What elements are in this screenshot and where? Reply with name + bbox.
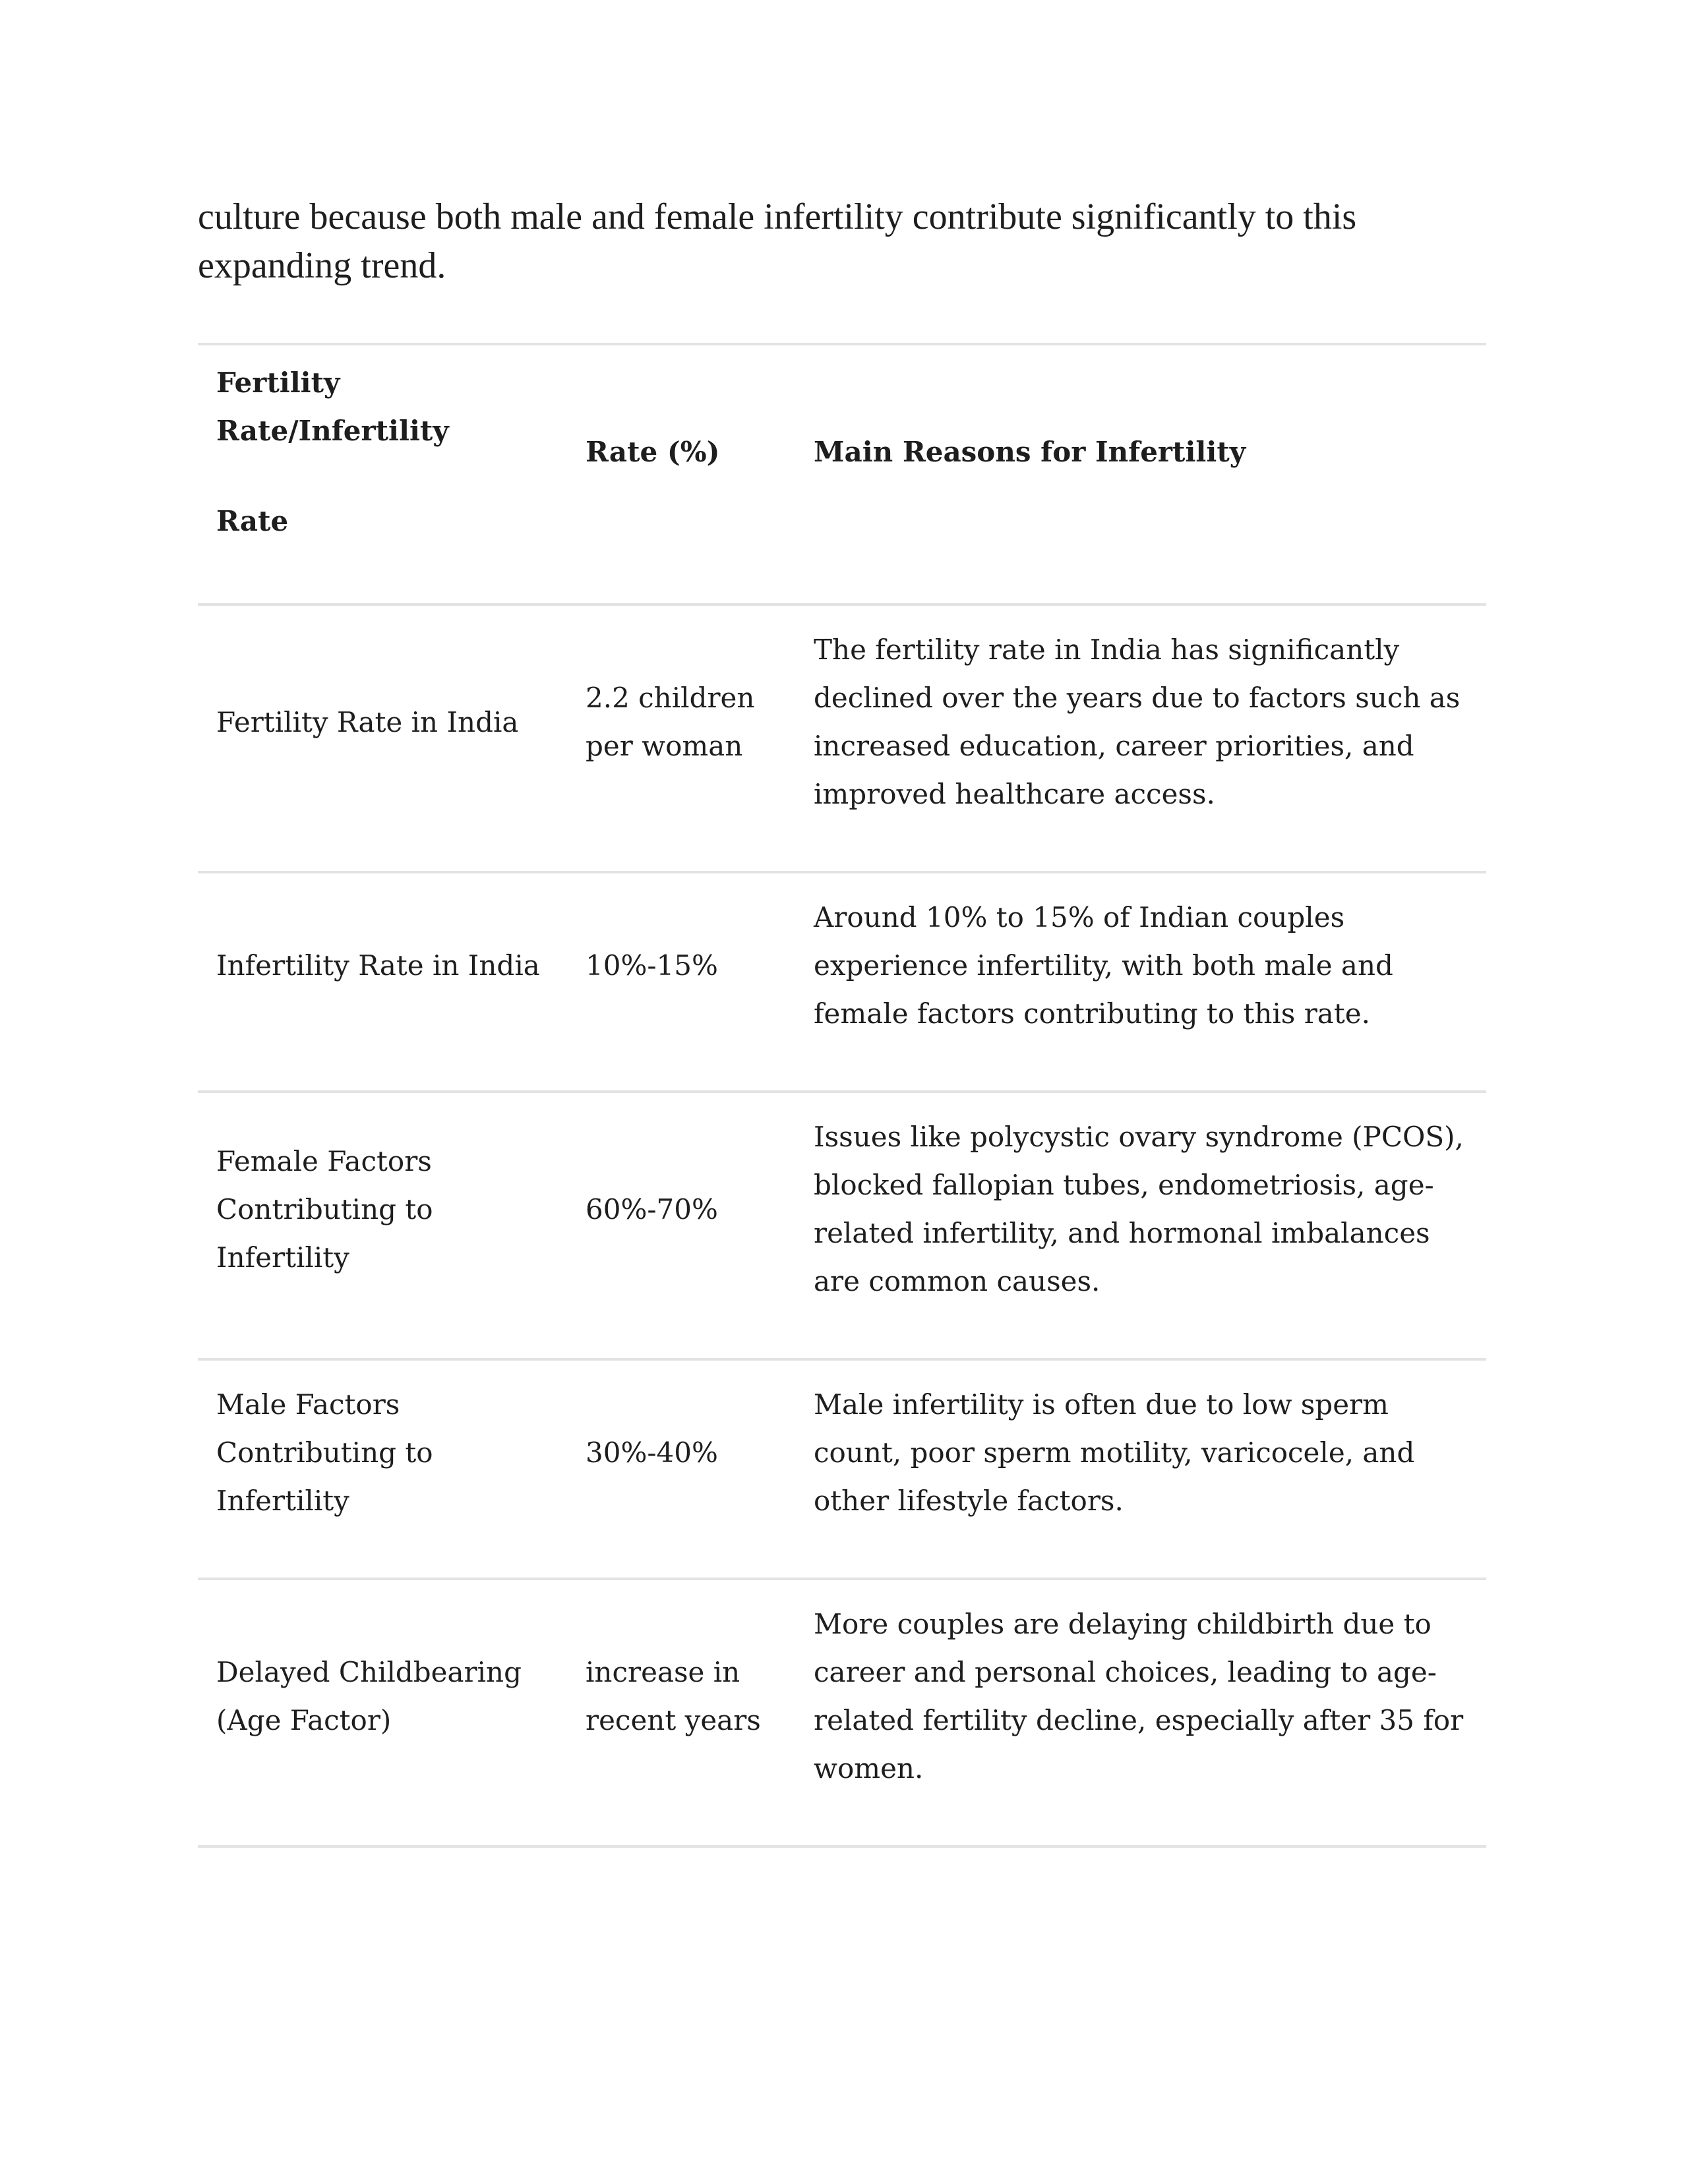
intro-paragraph: culture because both male and female infertility contribute significantly to this expanding trend. — [198, 196, 1357, 286]
table-row — [198, 872, 1486, 1092]
row-rate: 60%-70% — [567, 1092, 795, 1359]
row-rate: 10%-15% — [567, 872, 795, 1092]
table-header-row — [198, 344, 1486, 605]
header-fertility-rate — [198, 344, 567, 605]
row-rate: increase in recent years — [567, 1579, 795, 1846]
header-fertility-rate-line2: Rate — [216, 505, 289, 537]
row-reason: Around 10% to 15% of Indian couples experience infertility, with both male and female factors contributing to this rate. — [795, 872, 1486, 1092]
row-rate: 30%-40% — [567, 1359, 795, 1579]
row-reason: The fertility rate in India has significantly declined over the years due to factors such as increased education, career priorities, and improved healthcare access. — [795, 605, 1486, 872]
table-row — [198, 1579, 1486, 1846]
row-factor: Male Factors Contributing to Infertility — [198, 1359, 567, 1579]
header-spacer — [216, 455, 549, 497]
row-factor: Infertility Rate in India — [198, 872, 567, 1092]
header-main-reasons: Main Reasons for Infertility — [795, 344, 1486, 605]
header-rate: Rate (%) — [567, 344, 795, 605]
fertility-table — [198, 343, 1486, 1848]
header-fertility-rate-line1: Fertility Rate/Infertility — [216, 367, 449, 447]
table-row — [198, 1092, 1486, 1359]
row-factor: Delayed Childbearing (Age Factor) — [198, 1579, 567, 1846]
row-rate: 2.2 children per woman — [567, 605, 795, 872]
row-reason: More couples are delaying childbirth due to career and personal choices, leading to age-related fertility decline, especially after 35 for women. — [795, 1579, 1486, 1846]
table-row — [198, 605, 1486, 872]
table-header — [198, 344, 1486, 605]
row-reason: Male infertility is often due to low sperm count, poor sperm motility, varicocele, and other lifestyle factors. — [795, 1359, 1486, 1579]
table-body — [198, 605, 1486, 1846]
table-row — [198, 1359, 1486, 1579]
row-reason: Issues like polycystic ovary syndrome (PCOS), blocked fallopian tubes, endometriosis, age-related infertility, and hormonal imbalances are common causes. — [795, 1092, 1486, 1359]
fertility-table-container — [198, 343, 1486, 1848]
row-factor: Fertility Rate in India — [198, 605, 567, 872]
row-factor: Female Factors Contributing to Infertility — [198, 1092, 567, 1359]
